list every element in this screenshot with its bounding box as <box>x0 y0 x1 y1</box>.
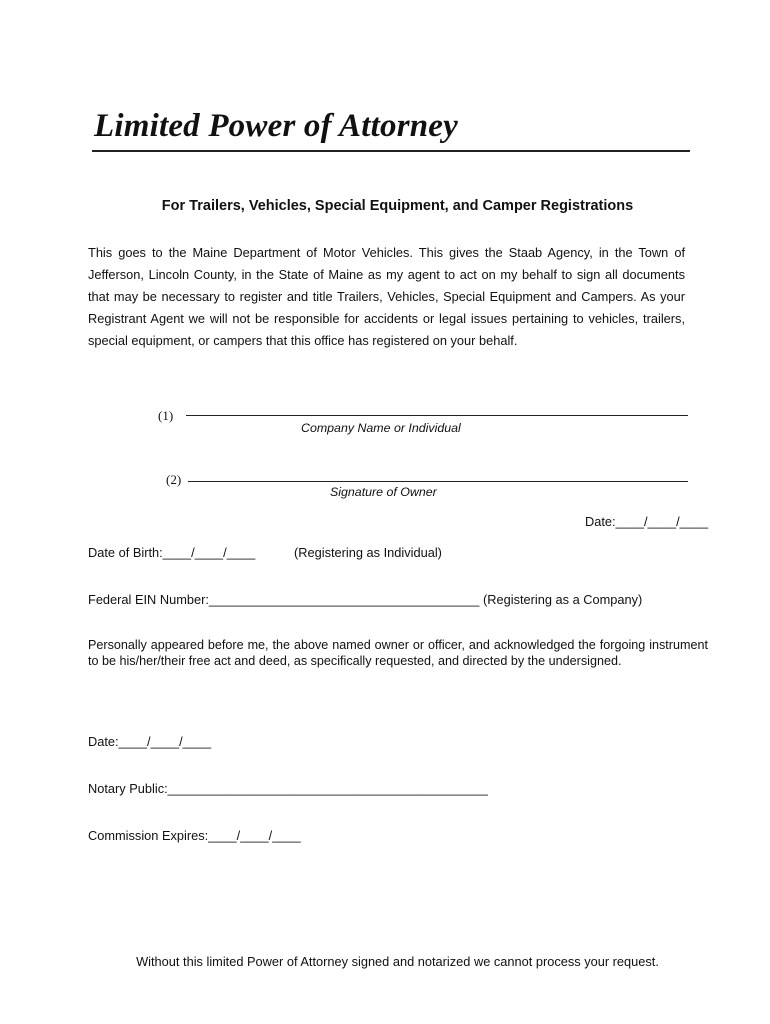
notary-public-field[interactable]: Notary Public:_____________________________________________ <box>88 781 488 796</box>
title-underline <box>92 150 690 152</box>
line-1-number: (1) <box>158 408 174 423</box>
registering-individual-note: (Registering as Individual) <box>294 545 442 560</box>
company-name-caption: Company Name or Individual <box>301 421 461 435</box>
date-of-birth-field[interactable]: Date of Birth:____/____/____ <box>88 545 256 560</box>
commission-expires-field[interactable]: Commission Expires:____/____/____ <box>88 828 301 843</box>
federal-ein-field[interactable]: Federal EIN Number:______________________________________ <box>88 592 480 607</box>
company-name-line[interactable] <box>186 415 688 416</box>
footer-notice: Without this limited Power of Attorney signed and notarized we cannot process your request. <box>136 954 659 969</box>
signature-date-field[interactable]: Date:____/____/____ <box>585 514 709 529</box>
acknowledgement-paragraph: Personally appeared before me, the above named owner or officer, and acknowledged the forgoing instrument to be his/her/their free act and deed, as specifically requested, and directed by the undersigned. <box>88 638 708 668</box>
document-subtitle: For Trailers, Vehicles, Special Equipment, and Camper Registrations <box>161 198 634 214</box>
registering-company-note: (Registering as a Company) <box>483 592 643 607</box>
owner-signature-line[interactable] <box>188 481 688 482</box>
owner-signature-caption: Signature of Owner <box>330 485 437 499</box>
notary-date-field[interactable]: Date:____/____/____ <box>88 734 212 749</box>
line-2-number: (2) <box>166 472 182 487</box>
document-title: Limited Power of Attorney <box>94 108 458 144</box>
intro-paragraph: This goes to the Maine Department of Motor Vehicles. This gives the Staab Agency, in the Town of Jefferson, Lincoln County, in the State of Maine as my agent to act on my behalf to sign all documents that may be necessary to register and title Trailers, Vehicles, Special Equipment and Campers. As your Registrant Agent we will not be responsible for accidents or legal issues pertaining to vehicles, trailers, special equipment, or campers that this office has registered on your behalf. <box>88 245 685 348</box>
